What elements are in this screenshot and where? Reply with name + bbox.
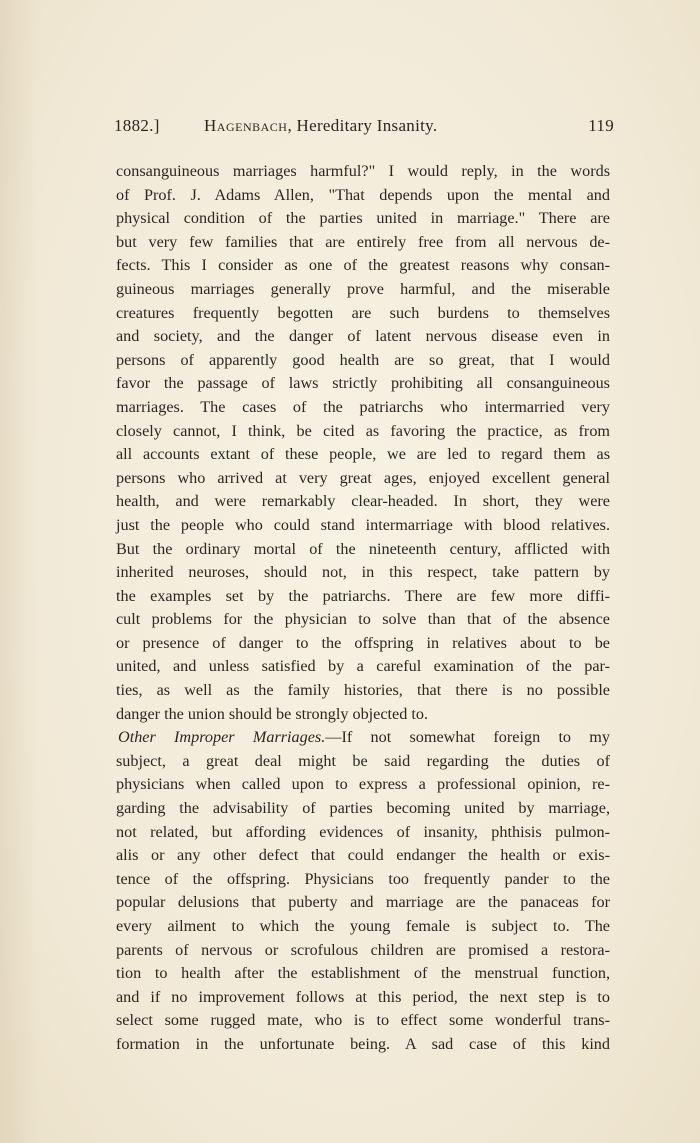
- text-line: persons of apparently good health are so great, that I would: [116, 350, 610, 369]
- text-line: inherited neuroses, should not, in this respect, take pattern by: [116, 563, 610, 582]
- text-line: fects. This I consider as one of the greatest reasons why consan-: [116, 256, 610, 275]
- header-title: [204, 116, 437, 136]
- text-line: guineous marriages generally prove harmful, and the miserable: [116, 279, 610, 298]
- section-heading: Other Improper Marriages.: [118, 728, 326, 747]
- text-line: ties, as well as the family histories, that there is no possible: [116, 681, 610, 700]
- text-line: tion to health after the establishment of the menstrual function,: [116, 964, 610, 983]
- text-line: not related, but affording evidences of insanity, phthisis pulmon-: [116, 822, 610, 841]
- running-header: [114, 116, 614, 140]
- text-line: But the ordinary mortal of the nineteenth century, afflicted with: [116, 539, 610, 558]
- text-line: cult problems for the physician to solve than that of the absence: [116, 610, 610, 629]
- text-line: consanguineous marriages harmful?" I would reply, in the words: [116, 162, 610, 180]
- text-line: health, and were remarkably clear-headed. In short, they were: [116, 492, 610, 511]
- text-line: and society, and the danger of latent nervous disease even in: [116, 327, 610, 346]
- text-line: or presence of danger to the offspring in relatives about to be: [116, 633, 610, 652]
- text-line: physicians when called upon to express a professional opinion, re-: [116, 775, 610, 794]
- text-line: marriages. The cases of the patriarchs who intermarried very: [116, 397, 610, 416]
- text-line: closely cannot, I think, be cited as favoring the practice, as from: [116, 421, 610, 440]
- text-line: all accounts extant of these people, we are led to regard them as: [116, 445, 610, 464]
- text-line: persons who arrived at very great ages, enjoyed excellent general: [116, 468, 610, 487]
- text-line: tence of the offspring. Physicians too frequently pander to the: [116, 869, 610, 888]
- text-line: alis or any other defect that could endanger the health or exis-: [116, 846, 610, 865]
- text-line: [116, 726, 610, 750]
- text-line: danger the union should be strongly objected to.: [116, 704, 428, 723]
- text-line: popular delusions that puberty and marriage are the panaceas for: [116, 893, 610, 912]
- paragraph-improper-marriages: [116, 726, 610, 1056]
- text-line: garding the advisability of parties becoming united by marriage,: [116, 799, 610, 818]
- paragraph-consanguineous: [116, 160, 610, 726]
- header-author: Hagenbach: [204, 116, 288, 135]
- header-title-rest: , Hereditary Insanity.: [287, 116, 438, 135]
- text-line: favor the passage of laws strictly prohibiting all consanguineous: [116, 374, 610, 393]
- text-line: just the people who could stand intermarriage with blood relatives.: [116, 515, 610, 534]
- text-line: united, and unless satisfied by a careful examination of the par-: [116, 657, 610, 676]
- text-line: creatures frequently begotten are such burdens to themselves: [116, 303, 610, 322]
- text-line: select some rugged mate, who is to effect some wonderful trans-: [116, 1011, 610, 1030]
- text-line: every ailment to which the young female is subject to. The: [116, 917, 610, 935]
- text-line: formation in the unfortunate being. A sad case of this kind: [116, 1034, 610, 1053]
- header-year: 1882.]: [114, 116, 160, 135]
- text-line: subject, a great deal might be said regarding the duties of: [116, 751, 610, 770]
- text-line: physical condition of the parties united in marriage." There are: [116, 209, 610, 228]
- body-text: [116, 160, 610, 1057]
- text-line: the examples set by the patriarchs. There are few more diffi-: [116, 586, 610, 605]
- text-line: parents of nervous or scrofulous children are promised a restora-: [116, 940, 610, 959]
- text-line: of Prof. J. Adams Allen, "That depends upon the mental and: [116, 185, 610, 204]
- text-line: and if no improvement follows at this period, the next step is to: [116, 987, 610, 1006]
- text-run: —If not somewhat foreign to my: [325, 728, 610, 747]
- text-line: but very few families that are entirely free from all nervous de-: [116, 232, 610, 251]
- page-number: 119: [588, 116, 614, 135]
